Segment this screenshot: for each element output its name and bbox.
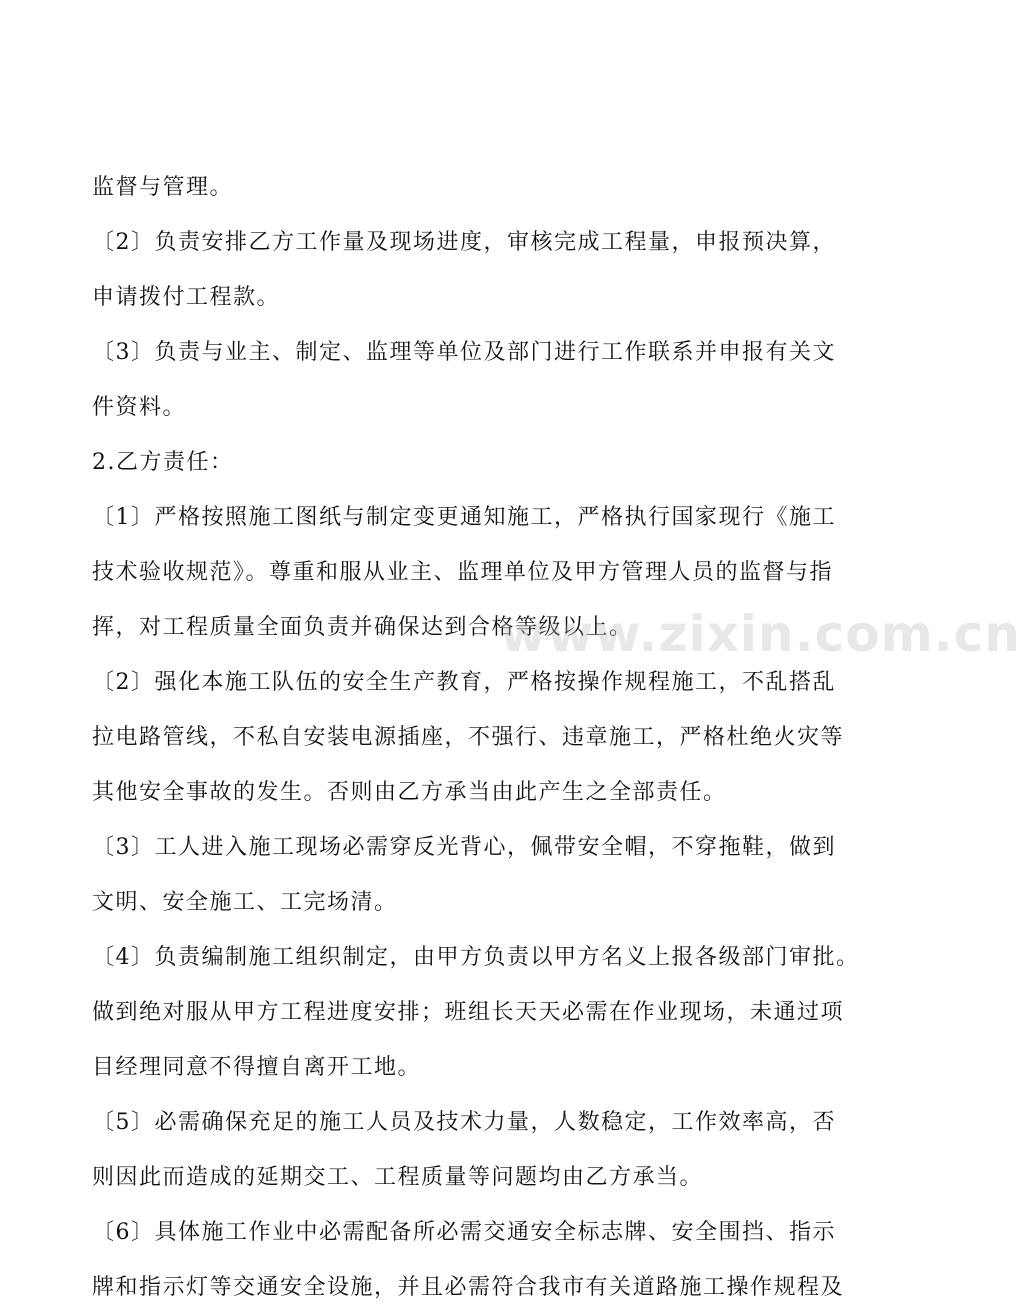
text-line: 〔2〕负责安排乙方工作量及现场进度，审核完成工程量，申报预决算， bbox=[92, 230, 836, 255]
text-line: 申请拨付工程款。 bbox=[92, 285, 281, 310]
text-line: 〔3〕工人进入施工现场必需穿反光背心，佩带安全帽，不穿拖鞋，做到 bbox=[92, 835, 836, 860]
text-line: 监督与管理。 bbox=[92, 175, 234, 200]
text-line: 则因此而造成的延期交工、工程质量等问题均由乙方承当。 bbox=[92, 1165, 704, 1190]
text-line: 〔1〕严格按照施工图纸与制定变更通知施工，严格执行国家现行《施工 bbox=[92, 505, 836, 530]
text-line: 〔4〕负责编制施工组织制定，由甲方负责以甲方名义上报各级部门审批。 bbox=[92, 945, 860, 970]
section-heading: 2.乙方责任： bbox=[92, 450, 234, 475]
text-line: 挥，对工程质量全面负责并确保达到合格等级以上。 bbox=[92, 615, 633, 640]
text-line: 件资料。 bbox=[92, 395, 187, 420]
text-line: 其他安全事故的发生。否则由乙方承当由此产生之全部责任。 bbox=[92, 780, 727, 805]
text-line: 目经理同意不得擅自离开工地。 bbox=[92, 1055, 422, 1080]
text-line: 文明、安全施工、工完场清。 bbox=[92, 890, 398, 915]
text-line: 牌和指示灯等交通安全设施，并且必需符合我市有关道路施工操作规程及 bbox=[92, 1275, 845, 1300]
document-body bbox=[92, 160, 860, 1315]
text-line: 技术验收规范》。尊重和服从业主、监理单位及甲方管理人员的监督与指 bbox=[92, 560, 834, 585]
text-line: 〔6〕具体施工作业中必需配备所必需交通安全标志牌、安全围挡、指示 bbox=[92, 1220, 836, 1245]
text-line: 〔3〕负责与业主、制定、监理等单位及部门进行工作联系并申报有关文 bbox=[92, 340, 836, 365]
text-line: 〔2〕强化本施工队伍的安全生产教育，严格按操作规程施工，不乱搭乱 bbox=[92, 670, 836, 695]
text-line: 做到绝对服从甲方工程进度安排；班组长天天必需在作业现场，未通过项 bbox=[92, 1000, 845, 1025]
text-line: 拉电路管线，不私自安装电源插座，不强行、违章施工，严格杜绝火灾等 bbox=[92, 725, 845, 750]
watermark: www.zixin.com.cn bbox=[500, 605, 1021, 663]
text-line: 〔5〕必需确保充足的施工人员及技术力量，人数稳定，工作效率高，否 bbox=[92, 1110, 836, 1135]
